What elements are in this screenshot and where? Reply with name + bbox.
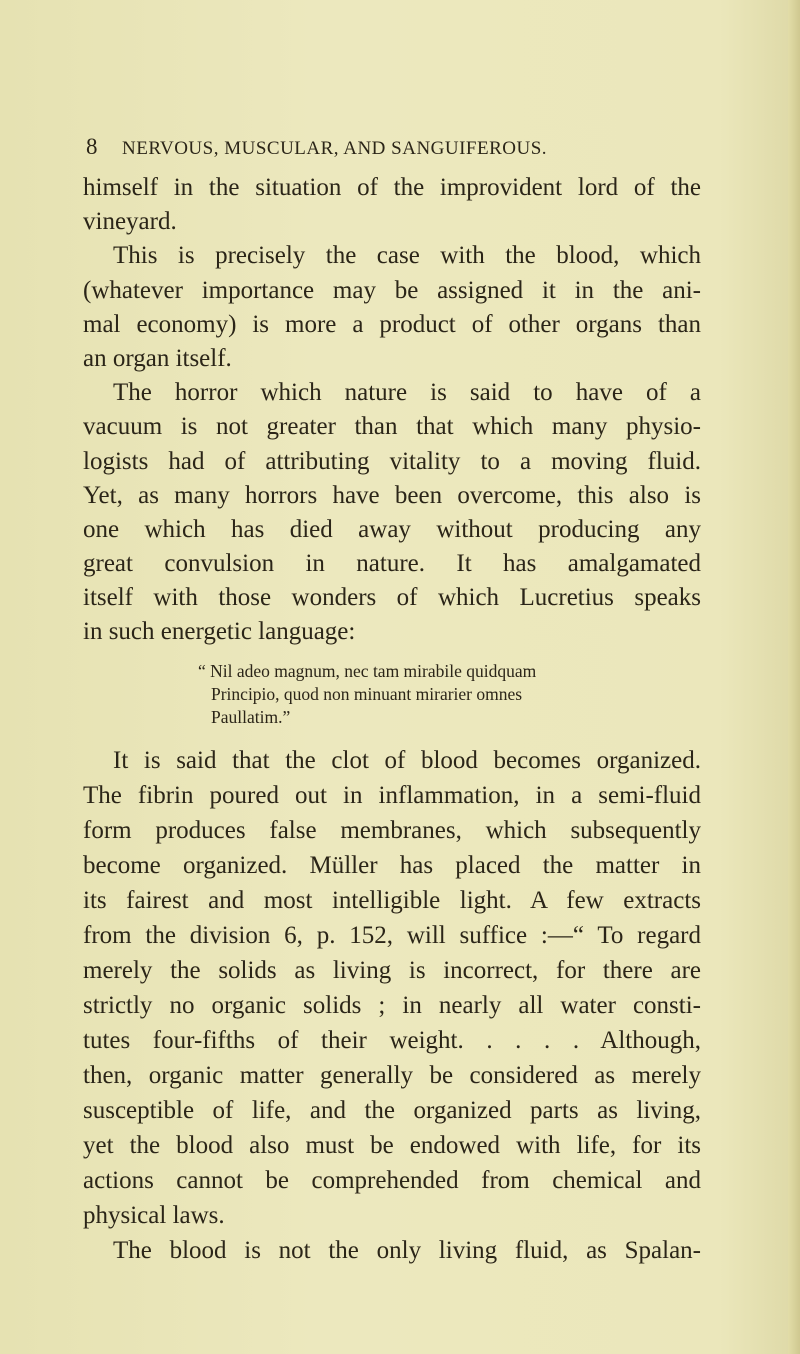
text-line: The blood is not the only living fluid, as Spalan- xyxy=(113,1236,701,1264)
text-line: tutes four-fifths of their weight. . . . . Although, xyxy=(83,1026,701,1054)
text-line: This is precisely the case with the blood, which xyxy=(113,242,701,270)
text-line: strictly no organic solids ; in nearly all water consti- xyxy=(83,991,701,1019)
text-line: actions cannot be comprehended from chemical and xyxy=(83,1166,701,1194)
text-line: its fairest and most intelligible light. A few extracts xyxy=(83,886,701,914)
text-line: an organ itself. xyxy=(83,344,232,372)
text-line: (whatever importance may be assigned it in the ani- xyxy=(83,276,701,304)
text-line: logists had of attributing vitality to a moving fluid. xyxy=(83,447,701,475)
body-text xyxy=(83,171,701,1268)
text-line: itself with those wonders of which Lucretius speaks xyxy=(83,584,701,612)
text-line: susceptible of life, and the organized parts as living, xyxy=(83,1096,701,1124)
text-line: yet the blood also must be endowed with life, for its xyxy=(83,1131,701,1159)
quote-line: “ Nil adeo magnum, nec tam mirabile quidquam xyxy=(198,660,537,681)
text-line: form produces false membranes, which subsequently xyxy=(83,816,701,844)
text-line: merely the solids as living is incorrect, for there are xyxy=(83,956,701,984)
paragraph-group-1 xyxy=(83,171,701,650)
text-line: It is said that the clot of blood becomes organized. xyxy=(113,746,701,774)
text-line: great convulsion in nature. It has amalgamated xyxy=(83,550,701,578)
text-line: physical laws. xyxy=(83,1201,225,1229)
page-edge xyxy=(788,0,800,1354)
text-line: in such energetic language: xyxy=(83,618,356,646)
text-line: become organized. Müller has placed the matter in xyxy=(83,851,701,879)
text-line: The horror which nature is said to have of a xyxy=(113,379,701,407)
text-line: The fibrin poured out in inflammation, in a semi-fluid xyxy=(83,781,701,809)
block-quote xyxy=(83,660,701,729)
text-line: from the division 6, p. 152, will suffice :—“ To regard xyxy=(83,921,701,949)
running-header xyxy=(86,134,706,160)
running-title: NERVOUS, MUSCULAR, AND SANGUIFEROUS. xyxy=(122,138,548,159)
paragraph-group-2 xyxy=(83,743,701,1268)
quote-line: Paullatim.” xyxy=(211,706,291,727)
text-line: Yet, as many horrors have been overcome, this also is xyxy=(83,481,701,509)
text-line: mal economy) is more a product of other organs than xyxy=(83,310,701,338)
quote-line: Principio, quod non minuant mirarier omnes xyxy=(211,683,523,704)
text-line: one which has died away without producing any xyxy=(83,515,701,543)
text-line: vineyard. xyxy=(83,208,177,236)
text-line: then, organic matter generally be considered as merely xyxy=(83,1061,701,1089)
text-line: himself in the situation of the improvident lord of the xyxy=(83,174,701,201)
page-number: 8 xyxy=(86,134,98,159)
text-line: vacuum is not greater than that which many physio- xyxy=(83,413,701,441)
